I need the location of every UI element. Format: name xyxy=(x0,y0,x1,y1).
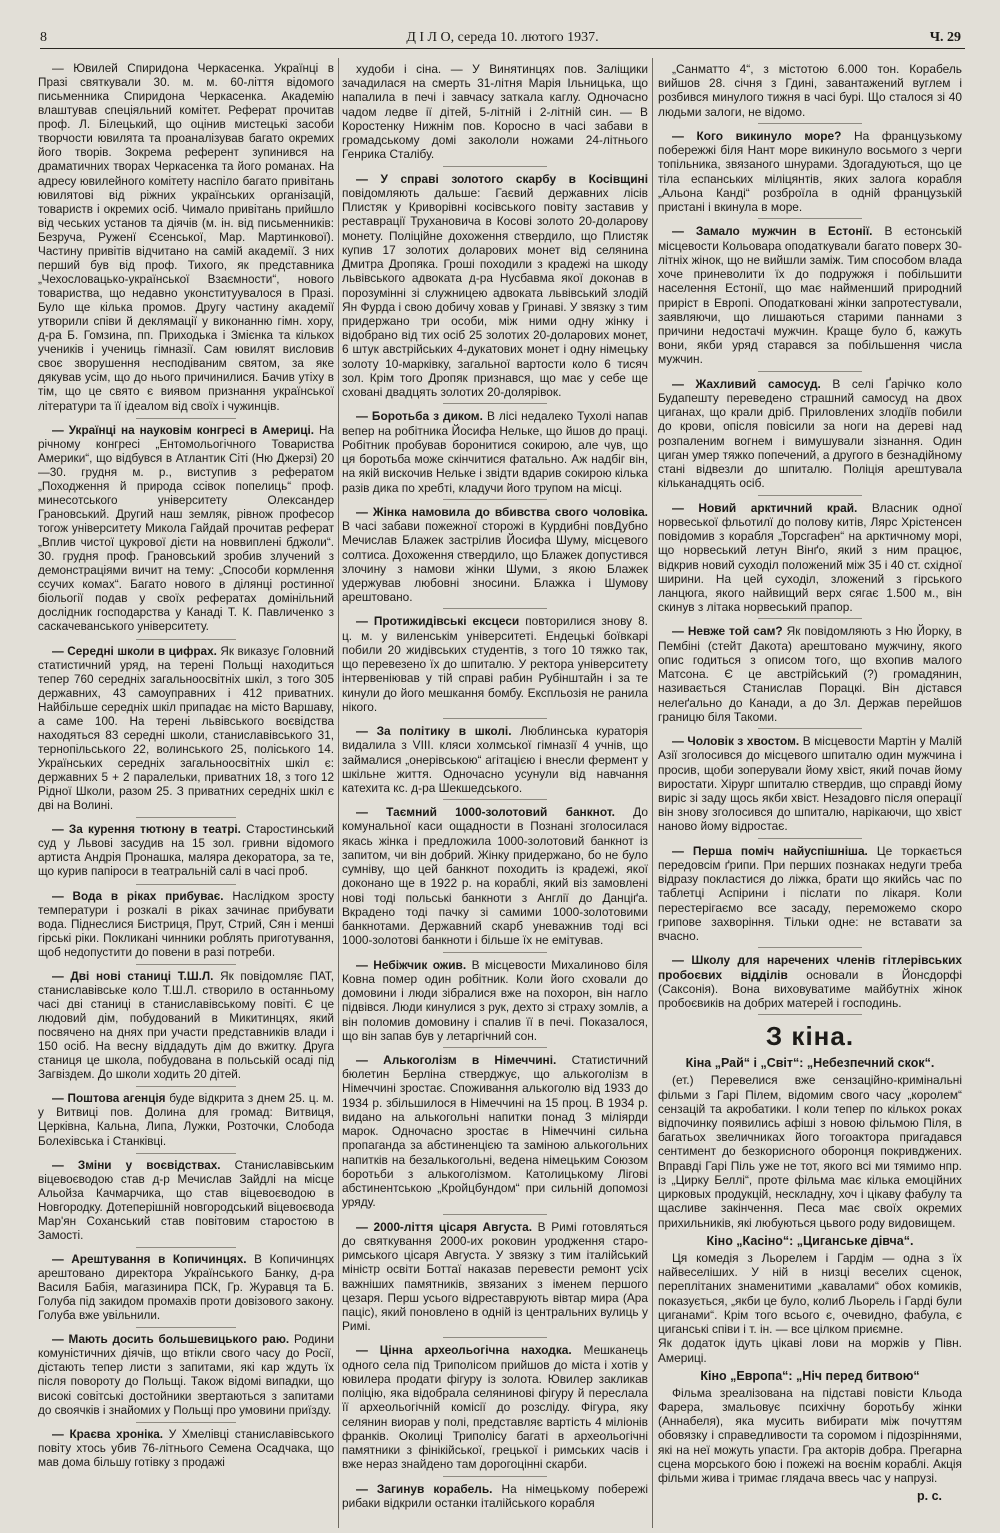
page-header xyxy=(40,30,965,49)
news-headline: — Невже той сам? xyxy=(672,624,783,639)
news-headline: — Кого викинуло море? xyxy=(672,128,842,143)
column-rule xyxy=(338,58,339,1528)
news-headline: — За політику в школі. xyxy=(356,724,512,739)
review-heading: Кіно „Европа“: „Ніч перед битвою“ xyxy=(700,1368,920,1383)
news-item xyxy=(38,645,334,814)
news-text: В селі Ґарічко коло Будапешту переведено страшний самосуд на двох циганах, що крали дріб. Приловлених злодіїв побили до крови, опісля повісили за ноги на дереві над розпаленим вогнем і вимушували зізнання. Один циган умер тяжко попечений, а другого в безнадійному стані відвезли до шпиталю. Поліція арештувала кільканадцять осіб. xyxy=(658,376,962,491)
page-number: 8 xyxy=(40,30,47,45)
news-item xyxy=(38,1333,334,1417)
divider xyxy=(758,618,861,619)
news-text: В лісі недалеко Тухолі напав вепер на робітника Йосифа Нельке, що йшов до праці. Робітник пробував боронитися сокирою, але чув, що ця боротьба може скінчитися фатально. Аж надбіг він, на якій вискочив Нельке і звідти вдарив сокирою кілька разів дика по хребті, кладучи його трупом на місці. xyxy=(342,409,648,495)
divider xyxy=(443,403,547,404)
column-3 xyxy=(658,62,962,1524)
news-item xyxy=(658,624,962,724)
review-heading: Кіна „Рай“ і „Світ“: „Небезпечний скок“. xyxy=(685,1056,935,1071)
news-headline: — Цінна археольогічна находка. xyxy=(356,1343,572,1358)
news-item xyxy=(658,844,962,944)
news-item xyxy=(342,62,648,162)
column-2 xyxy=(342,62,648,1524)
news-item xyxy=(342,1053,648,1210)
divider xyxy=(443,1047,547,1048)
divider xyxy=(443,1337,547,1338)
divider xyxy=(136,817,237,818)
news-headline: — Жахливий самосуд. xyxy=(672,376,821,391)
divider xyxy=(136,1327,237,1328)
news-text: Наслідком зросту температури і розкалі в ріках зачинає прибувати вода. Піднеслися Бистриця, Прут, Стрий, Сян і менші гірські ріки. Покликані чинники роблять приготування, щоб недопустити до повени в разі потреби. xyxy=(38,889,334,959)
news-text: До комунальної каси ощадности в Познані зголосилася якась жінка і предложила 1000-золотовий банкнот із запитом, чи він добрий. Жінку придержано, бо не було сумніву, що цей банкнот походить із крадежі, якої доконано ще в 1922 р. на кораблі, який віз замовлені нові тоді польські банкноти з Англії до Данціґа. Вкрадено тоді пачку зі самими 1000-золотовими банкнотами. Державний скарб уневажнив тоді всі 1000-золотові банкноти і більше їх не емітував. xyxy=(342,805,648,948)
news-text: В Римі готовляться до святкування 2000-их роковин уродження старо-римського цісаря Августа. У звязку з тим італійський міністр освіти Боттаї наказав перевести ремонт усіх важніших памятників, звязаних з іменем першого цезаря. Перш усього відреставрують вівтар мира (Ара паціс), який поновлено в одній із центральних вулиць у Римі. xyxy=(342,1219,648,1334)
news-item xyxy=(342,958,648,1043)
news-headline: — Небіжчик ожив. xyxy=(356,957,467,972)
news-text: Як повідомляє ПАТ, станиславівське коло Т.Ш.Л. створило в останньому часі дві станиці в станиславівському повіті. Є це людовий дім, побудований в Микитинцях, який посвячено на днях при участи представників влади і 150 осіб. На весну віддадуть дім до вжитку. Друга станиця це школа, побудована в польській осаді під Загвіздем. До школи ходить 20 дітей. xyxy=(38,969,334,1082)
divider xyxy=(443,952,547,953)
divider xyxy=(758,728,861,729)
review-heading: Кіно „Касіно“: „Циганське дівча“. xyxy=(706,1233,914,1248)
news-item xyxy=(342,1343,648,1471)
news-headline: — Школу для наречених членів гітлерівських пробоєвих відділів xyxy=(658,953,962,982)
divider xyxy=(443,718,547,719)
news-item xyxy=(658,224,962,366)
news-text: В місцевости Мартін у Малій Азії зголосився до місцевого шпиталю один мужчина і просив, щоби зоперували йому хвіст, який почав йому виростати. Хірург шпиталю ствердив, що справді йому виріс зі заду щось якби хвіст. Незадовго після операції він знову зголосився до шпиталю, нарікаючи, що хвіст наново йому відростає. xyxy=(658,734,962,834)
news-item xyxy=(342,805,648,947)
news-item xyxy=(342,505,648,605)
news-item xyxy=(38,62,334,414)
news-text: Як виказує Головний статистичний уряд, на терені Польщі находиться тепер 760 середніх загальноосвітніх шкіл, з того 305 державних, 43 самоуправних і 412 приватних. Найбільше середніх шкіл припадає на місто Варшаву, а саме 100. На терені львівського воєвідства находяться 83 середні школи, станиславівського 31, тернопільського 22, волинського 25, поліського 14. Українських середніх загальноосвітніх шкіл є: державних 5 + 2 паралельки, приватних 18, з того 12 Рідної Школи, разом 25. З приватних середніх шкіл є дві на Волині. xyxy=(38,644,334,813)
news-item xyxy=(38,1092,334,1148)
divider xyxy=(758,1014,861,1015)
news-text: В місцевости Михалиново біля Ковна помер один робітник. Коли його сховали до домовини і люди зібралися вже на похорон, він нагло підвівся. Люди кинулися з рук, дехто зі страху зомлів, а він поломив домовину і спалив її в печі. Показалося, що він запав був у летаргічний сон. xyxy=(342,957,648,1043)
divider xyxy=(136,1086,237,1087)
news-text: В часі забави пожежної сторожі в Курдибні повДубно Мечислав Блажек застрілив Йосифа Шуму, місцевого солтиса. Дохоження ствердило, що Блажек допустився злочину з намови жінки Шуми, з якою Блажек удержував любовні зносини. Блажка і Шумову арештовано. xyxy=(342,519,648,605)
news-headline: — Вода в ріках прибуває. xyxy=(52,889,224,903)
news-headline: — Загинув корабель. xyxy=(356,1481,493,1496)
news-item xyxy=(658,734,962,834)
news-item xyxy=(38,823,334,879)
column-rule xyxy=(652,58,653,1528)
news-headline: — Українці на науковім конгресі в Америці. xyxy=(52,423,315,437)
news-item xyxy=(658,953,962,1010)
news-headline: — Новий арктичний край. xyxy=(672,500,858,515)
news-headline: — Алькоголізм в Німеччині. xyxy=(356,1053,557,1067)
news-text: У Хмелівці станиславівського повіту хтось убив 76-літнього Семена Осадчака, що мав дома більшу готівку з продажі xyxy=(38,1427,334,1469)
news-item xyxy=(342,409,648,494)
news-headline: — Краєва хроніка. xyxy=(52,1427,164,1441)
news-item xyxy=(342,172,648,400)
news-item xyxy=(342,1482,648,1510)
news-headline: — Перша поміч найуспішніша. xyxy=(672,843,868,858)
news-headline: — Жінка намовила до вбивства свого чоловіка. xyxy=(356,504,648,519)
news-text: Власник одної норвеської фльотилї до полову китів, Лярс Хрістенсен повідомив з корабля „Торсгафен“ на арктичному морі, що норвеський летун Вінґо, який з ним працює, відкрив новий суходіл положений між 35 і 40 ст. східної ширини. На цей суходіл, зложений з гірського ланцюга, якого найвищий верх сягає 1.500 м., він скинув з літака норвеський прапор. xyxy=(658,500,962,615)
news-item xyxy=(38,890,334,960)
column-3-articles xyxy=(658,62,962,1010)
news-text: Родини комуністичних діячів, що втікли свого часу до Росії, дістають тепер листи з запитами, які кар ждуть їх після повороту до Польщі. Також відомі випадки, що високі совітські достойники звертаються з запитами до своячків і знайомих у Польщі про умовини приїзду. xyxy=(38,1333,334,1417)
cinema-reviews xyxy=(658,1056,962,1485)
news-item xyxy=(38,1159,334,1243)
news-item xyxy=(38,1253,334,1323)
news-text: Статистичний бюлетин Берліна стверджує, що алькоголізм в Німеччині зростає. Споживання алькоголю від 1933 до 1934 р. збільшилося в Німеччині на 15 проц. В 1934 р. видано на алькогольні напитки понад 3 міліярди марок. Одночасно зростає в Німеччині сильна пропаганда за абстиненцією та заміною алькогольних напитків на безалькогольні, ведена німецьким Союзом боротьби з алькоголізмом. Католицькому Лігові абстинентською „Кройцбундом“ при сильній допомозі уряду. xyxy=(342,1053,648,1210)
news-text: основали в Йонсдорфі (Саксонія). Вона виховуватиме майбутніх жінок пробоєвиків на добрих матерей і господинь. xyxy=(658,967,962,1011)
news-headline: — Зміни у воєвідствах. xyxy=(52,1158,221,1172)
news-headline: — Дві нові станиці Т.Ш.Л. xyxy=(52,969,214,983)
divider xyxy=(136,1153,237,1154)
news-text: На річному конгресі „Ентомольогічного Товариства Америки“, що відбувся в Атлантик Сіті (Ню Джерзі) 20—30. грудня м. р., виступив з рефератом „Походження й природа ссівок попелиць“ проф. минесотського університету Олександер Грановський. Другий наш земляк, рівнож професор тогож університету Микола Гайдай прочитав реферат „Вплив чистої цукрової дієти на новвиплені бджоли“. 30. грудня проф. Грановський зробив злучений з демонстраціями вичит на тему: „Способи кормлення ссучих комах“. Багато нового в ділянці ростинної біольогії подав у своїх рефератах домінільний дослідник господарства у Канаді Т. К. Павличенко з саскачеванського університету. xyxy=(38,423,334,634)
divider xyxy=(758,371,861,372)
news-text: худоби і сіна. — У Винятинцях пов. Заліщики зачадилася на смерть 31-літня Марія Ільницька, що напалила в печі і завчасу заткала каглу. Одночасно чадом ледве ії дітей, 5-літній і 2-літній син. — В Коростенку Нижнім пов. Коросно в часі забави в громадському домі закололи ножами 24-літнього Генрика Сталібу. xyxy=(342,62,648,162)
news-text: буде відкрита з днем 25. ц. м. у Витвиці пов. Долина для громад: Витвиця, Церківна, Кальна, Липа, Лужки, Розточки, Слобода Болехівська і Станківці. xyxy=(38,1092,334,1148)
news-item xyxy=(342,1220,648,1334)
cinema-section-title: З кіна. xyxy=(765,1021,855,1052)
news-text: Це торкається передовсім ґрипи. При перших познаках недуги треба відразу покластися до ліжка, брати що якийсь час по таблетці Аспірини і післати по лікаря. Коли перестерігаємо все засаду, переможемо скоро грипове захворіння. Тільки одне: не вставати за вчасно. xyxy=(658,843,962,944)
divider xyxy=(443,1214,547,1215)
news-headline: — Таємний 1000-золотовий банкнот. xyxy=(356,805,615,820)
column-1 xyxy=(38,62,334,1524)
divider xyxy=(136,884,237,885)
divider xyxy=(443,608,547,609)
news-text: Станиславівським віцевоєводою став д-р Мечислав Зайдлі на місце Альойза Качмарчика, що став віцевоєводою в Новгородку. Дотеперішній новгородський віцевоєвода Мар'ян Соханський став повітовим старостою в Замості. xyxy=(38,1158,334,1242)
divider xyxy=(136,418,237,419)
news-headline: — Замало мужчин в Естонії. xyxy=(672,224,873,239)
divider xyxy=(136,639,237,640)
news-headline: — У справі золотого скарбу в Косівщині xyxy=(356,171,648,186)
news-text: повідомляють дальше: Гаєвий державних лісів Плистяк у Криворівні косівського повіту заставив у реставрації Трухановича в Косові золото 20-доларову монету. Поліційне дохоження ствердило, що Плистяк купив 17 золотих доларових монет від селянина Дмитра Дропяка. Гроші походили з крадежі на шкоду львівського адвоката д-ра Нусбавма якої доконав в порозумінні зі служницею адвоката львівський злодій Ян Фурда і свою добичу ховав у Гринаві. У звязку з тим придержано три особи, між ними одну жінку і відобрано від тих осіб 25 золотих 20-доларових монет, 6 штук австрійських 4-дукатових монет і одну німецьку золоту 10-марківку, загальної вартости коло 6 тисяч зол. Крім того Дропяк признався, що має у себе ще сховані двадцять золотих 20-долярівок. xyxy=(342,185,648,400)
news-headline: — Протижидівські ексцеси xyxy=(356,614,520,629)
news-headline: — Арештування в Копичинцях. xyxy=(52,1252,247,1266)
divider xyxy=(758,123,861,124)
divider xyxy=(443,1476,547,1477)
divider xyxy=(443,499,547,500)
news-headline: — Середні школи в цифрах. xyxy=(52,644,217,658)
news-item xyxy=(658,501,962,615)
news-text: Як повідомляють з Ню Йорку, в Пембіні (стейт Дакота) арештовано мужчину, якого опис годиться з описом того, що вхопив малого Матсона. Є це австрійський (?) громадянин, називається Станислав Порацкі. Він дістався нелеґально до Канади, а до Зл. Держав перейшов границю біля Такоми. xyxy=(658,624,962,724)
news-item xyxy=(342,614,648,714)
news-text: Люблинська кураторія видалила з VIII. кляси холмської гімназії 4 учнів, що займалися „онерівською“ агітацією і внесли фермент у шкільне життя. Одночасно усунули від навчання катехита кс. д-ра Шекшедського. xyxy=(342,724,648,796)
divider xyxy=(443,799,547,800)
news-item xyxy=(342,724,648,795)
news-headline: — Мають досить большевицького раю. xyxy=(52,1333,290,1347)
divider xyxy=(758,218,861,219)
news-headline: — Поштова агенція xyxy=(52,1092,166,1106)
news-headline: — Чоловік з хвостом. xyxy=(672,734,800,749)
news-headline: — Боротьба з диком. xyxy=(356,409,483,424)
news-text: На французькому побережжі біля Нант море викинуло восьмого з черги топільника, звязаного шнурами. Здогадуються, що це тіла еспанських міліцянтів, яких залога корабля „Альона Канді“ розброїла в одній французькій пристані і вкинула в море. xyxy=(658,128,962,215)
news-headline: — За курення тютюну в театрі. xyxy=(52,823,241,837)
divider xyxy=(136,964,237,965)
news-item xyxy=(38,424,334,635)
review-text: Ця комедія з Льорелем і Гардім — одна з їх найвеселіших. У ній в низці веселих сценок, переплітаних знаменитими „кавалами“ обох комиків, показується, „якби це було, колиб Льорель і Гарді були циганами“. Крім того всього є, очевидно, фабула, є циганські співи і т. ін. — все цілком приємне. Як додаток ідуть цікаві лови на моржів у Півн. Америці. xyxy=(658,1250,962,1365)
news-text: Старостинський суд у Львові засудив на 15 зол. гривни відомого артиста Андрія Пронашка, маляра декоратора, за те, що курив папіроси в театральній салі в часі проб. xyxy=(38,823,334,879)
news-item xyxy=(38,970,334,1083)
paper-date: Д І Л О, середа 10. лютого 1937. xyxy=(406,30,599,45)
news-item xyxy=(658,377,962,491)
issue-number: Ч. 29 xyxy=(929,30,961,45)
divider xyxy=(443,166,547,167)
news-text: Мешканець одного села під Триполісом прийшов до міста і хотів у ювилера продати фігуру із золота. Ювилер закликав поліцію, яка відобрала селянинові фігуру й переслала її археольогічній комісії до розсліду. Фігура, яку селянин виорав у полі, представляє вартість 4 міліонів франків. Околиці Триполісу багаті в археольогічні памятники з фінікійської, грецької і римських часів і вже нераз знайдено там дорогоцінні скарби. xyxy=(342,1343,648,1472)
review-signature: р. с. xyxy=(916,1489,942,1504)
divider xyxy=(136,1247,237,1248)
news-text: „Санматто 4“, з містотою 6.000 тон. Корабель вийшов 28. січня з Гдині, завантажений вуглем і розбився минулого тижня в часі бурі. Що сталося зі 40 людьми залоги, не відомо. xyxy=(658,62,962,119)
news-item xyxy=(38,1428,334,1470)
news-headline: — 2000-ліття цісаря Августа. xyxy=(356,1219,533,1234)
review-text: Фільма зреалізована на підставі повісти Кльода Фарера, змальовує психічну боротьбу жінки (Аннабеля), яка мусить вибирати між почуттям обовязку і справедливости та соромом і підозріннями, які на неї можуть упасти. Гра акторів добра. Прегарна сцена морського бою і пожежі на воєнім кораблі. Акція фільми жива і тримає глядача ввесь час у напрузі. xyxy=(658,1385,962,1486)
news-text: — Ювилей Спиридона Черкасенка. Українці в Празі святкували 30. м. м. 60-ліття відомого письменника Спиридона Черкасенка. Академію влаштував спеціяльний комітет. Реферат прочитав проф. Л. Білецький, що оцінив мистецькі засоби творчости ювилята та проаналізував багато окремих його творів. Зокрема референт зупинився на драматичних творах Черкасенка та його романах. На адресу ювилейного комітету наспіло багато привітань ювилятові від ріжних українських організацій, товариств і окремих осіб. Чимало привітань прийшло від чеських установ та діячів (м. ін. від письменників: Безруча, Руженї Єсенської, Мар. Мартинкової). Частину привітів відчитано на самій академії. З них перший був від проф. Тихого, як представника „Чехословацько-української Взаємности“, нового товариства, що недавно уконституувалося в Празі. Було ще кілька промов. Другу частину академії утворили співи й деклямації у виконанню гімн. хору, д-ра Б. Гомзина, пп. Приходька і Змієнка та кількох учеників і учениць гімназії. Сам ювилят висловив своє зворушення несподіваним святом, за яке дякував усім, що до нього причинилися. Бачив утіху в тім, що це свято є виявом признання української літератури та її ідеалом від своїх і чужинців. xyxy=(38,62,334,413)
news-text: В естонській місцевости Кольовара оподаткували багато поверх 30-літніх жінок, що не вийшли заміж. Тим способом влада хоче приневолити їх до подружжя і побільшити населення Естонії, що має найменший природний приріст в Европі. Оподатковані жінки запротестували, заявляючи, що лишаються старими паннами з причини недостачі мужчин. Краще було б, кажуть вони, якби уряд старався за побільшення числа мужчин. xyxy=(658,224,962,367)
news-item xyxy=(658,129,962,214)
news-text: В Копичинцях арештовано директора Українського Банку, д-ра Василя Бабія, магазинира ПСК, Гр. Журавця та Б. Голуба під закидом промахів проти довізового закону. Голуба вже увільнили. xyxy=(38,1252,334,1323)
news-text: повторилися знову 8. ц. м. у виленськім університеті. Ендецькі боївкарі побили 20 жидівських студентів, з того 10 тяжко так, що перевезено їх до шпиталю. У ректора університету інтервеніював у тій справі рабин Рубінштайн і за те кинули до його мешкання бомбу. Експльозія не ранила нікого. xyxy=(342,614,648,714)
divider xyxy=(136,1422,237,1423)
news-text: На німецькому побережі рибаки відкрили останки італійського корабля xyxy=(342,1481,648,1510)
divider xyxy=(758,838,861,839)
divider xyxy=(758,947,861,948)
divider xyxy=(758,495,861,496)
news-item xyxy=(658,62,962,119)
review-text: (ет.) Перевелися вже сензаційно-кримінальні фільми з Гарі Пілем, відомим свого часу „королем“ сензацій та акробатики. І коли тепер по кількох роках відпочинку появились афіші з новою фільмою Піля, в багатьох звеличниках його тогоактора пригадався сентимент до безкорисного оборонця покривджених. Вправді Гарі Піль уже не тот, якого всі ми тямимо нпр. із „Цирку Беллі“, проте фільма має кілька емоційних цирковых продукцій, нескладну, хоч і цікаву фабулу та щасливе закінчення. Песа має своїх окремих прихильників, які любуються цьвого роду видовищем. xyxy=(658,1073,962,1230)
